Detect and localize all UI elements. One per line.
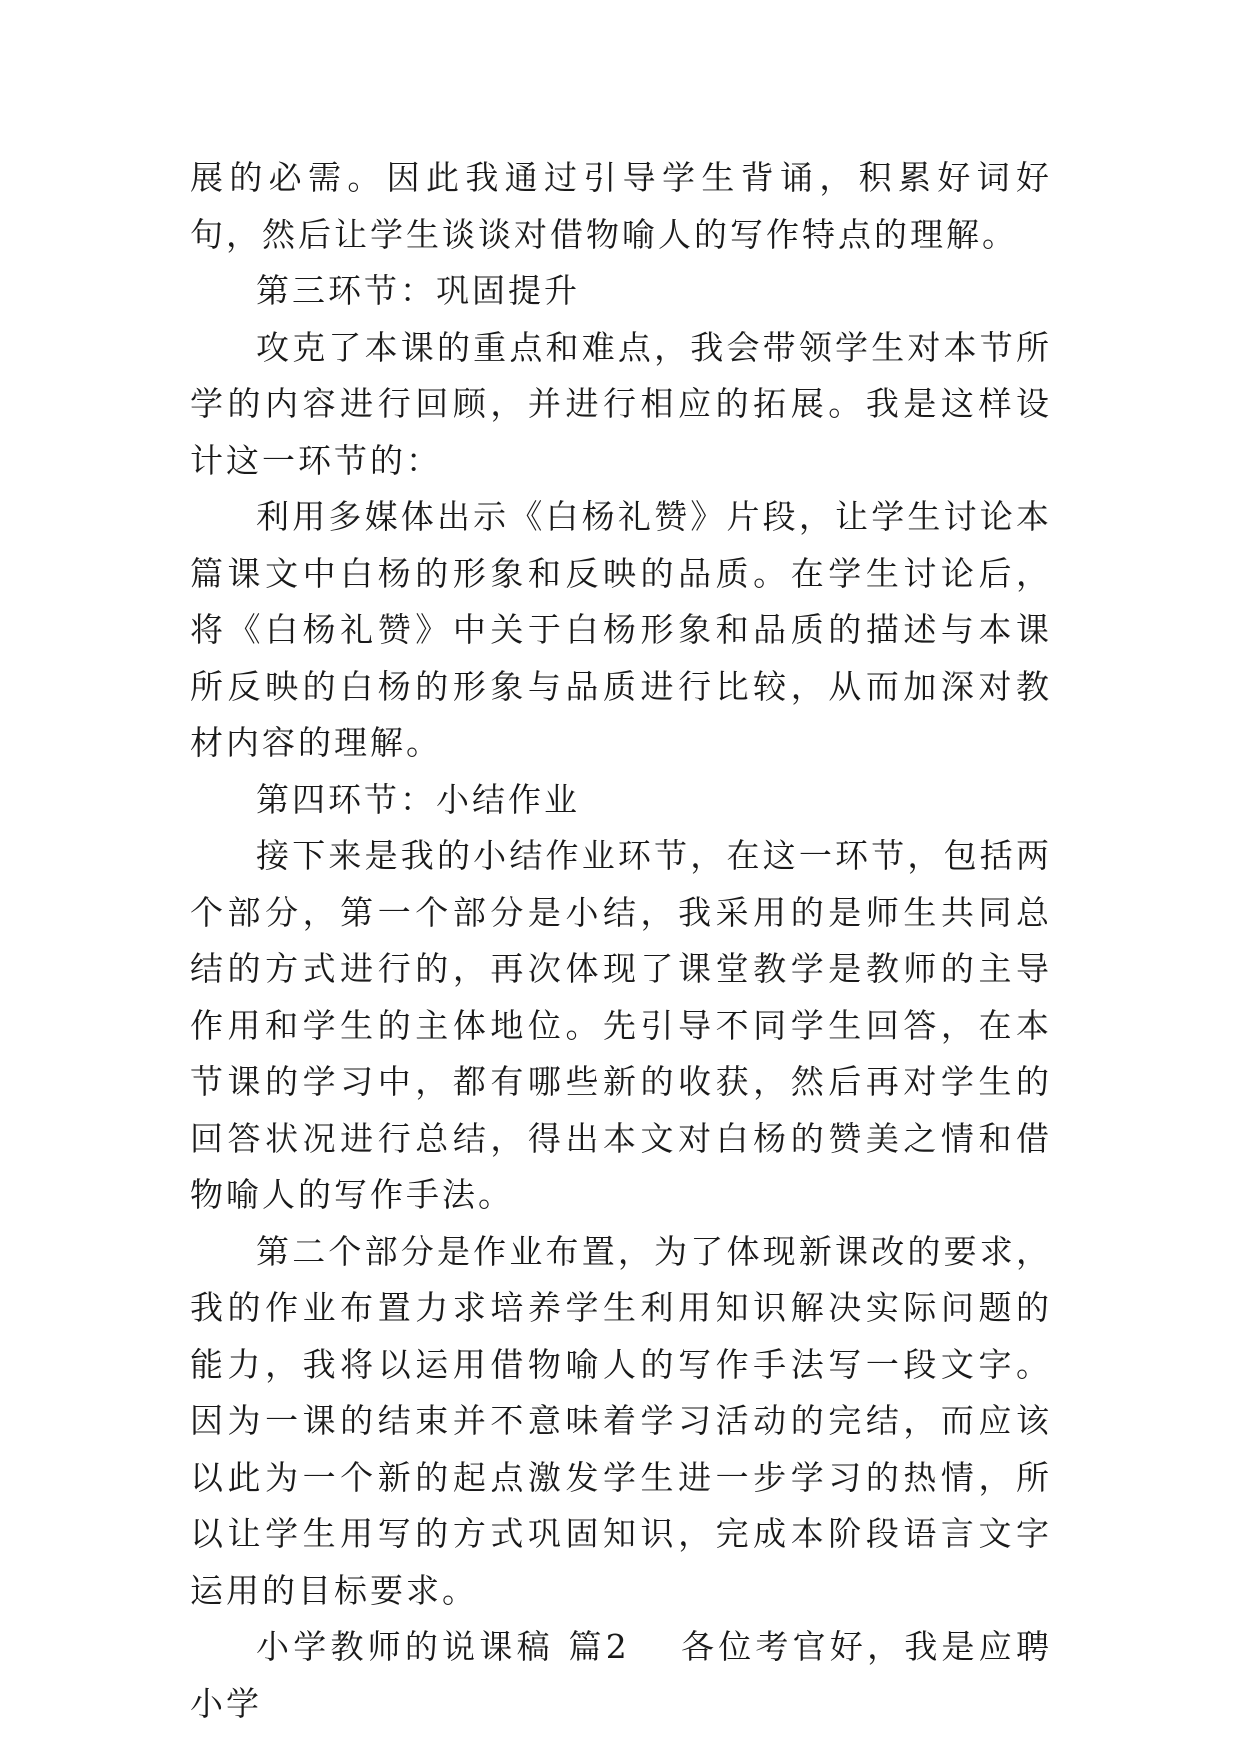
next-section-continuation: 各位考官好，我是应聘小学 <box>190 1627 1053 1723</box>
paragraph-summary: 接下来是我的小结作业环节，在这一环节，包括两个部分，第一个部分是小结，我采用的是师生共同总结的方式进行的，再次体现了课堂教学是教师的主导作用和学生的主体地位。先引导不同学生回答，在本节课的学习中，都有哪些新的收获，然后再对学生的回答状况进行总结，得出本文对白杨的赞美之情和借物喻人的写作手法。 <box>190 836 1052 1214</box>
next-section-title: 小学教师的说课稿 篇2 <box>256 1627 630 1666</box>
paragraph-intro-continuation: 展的必需。因此我通过引导学生背诵，积累好词好句，然后让学生谈谈对借物喻人的写作特点的理解。 <box>190 158 1052 254</box>
section-heading-3: 第三环节：巩固提升 <box>256 271 580 310</box>
paragraph-section-3-detail: 利用多媒体出示《白杨礼赞》片段，让学生讨论本篇课文中白杨的形象和反映的品质。在学生讨论后，将《白杨礼赞》中关于白杨形象和品质的描述与本课所反映的白杨的形象与品质进行比较，从而加深对教材内容的理解。 <box>190 497 1052 762</box>
next-section-line <box>190 1619 1052 1732</box>
document-body <box>190 150 1052 1732</box>
paragraph-section-3-intro: 攻克了本课的重点和难点，我会带领学生对本节所学的内容进行回顾，并进行相应的拓展。我是这样设计这一环节的： <box>190 327 1052 480</box>
section-heading-4: 第四环节：小结作业 <box>256 779 580 819</box>
paragraph-homework: 第二个部分是作业布置，为了体现新课改的要求，我的作业布置力求培养学生利用知识解决实际问题的能力，我将以运用借物喻人的写作手法写一段文字。因为一课的结束并不意味着学习活动的完结，而应该以此为一个新的起点激发学生进一步学习的热情，所以让学生用写的方式巩固知识，完成本阶段语言文字运用的目标要求。 <box>190 1231 1052 1610</box>
